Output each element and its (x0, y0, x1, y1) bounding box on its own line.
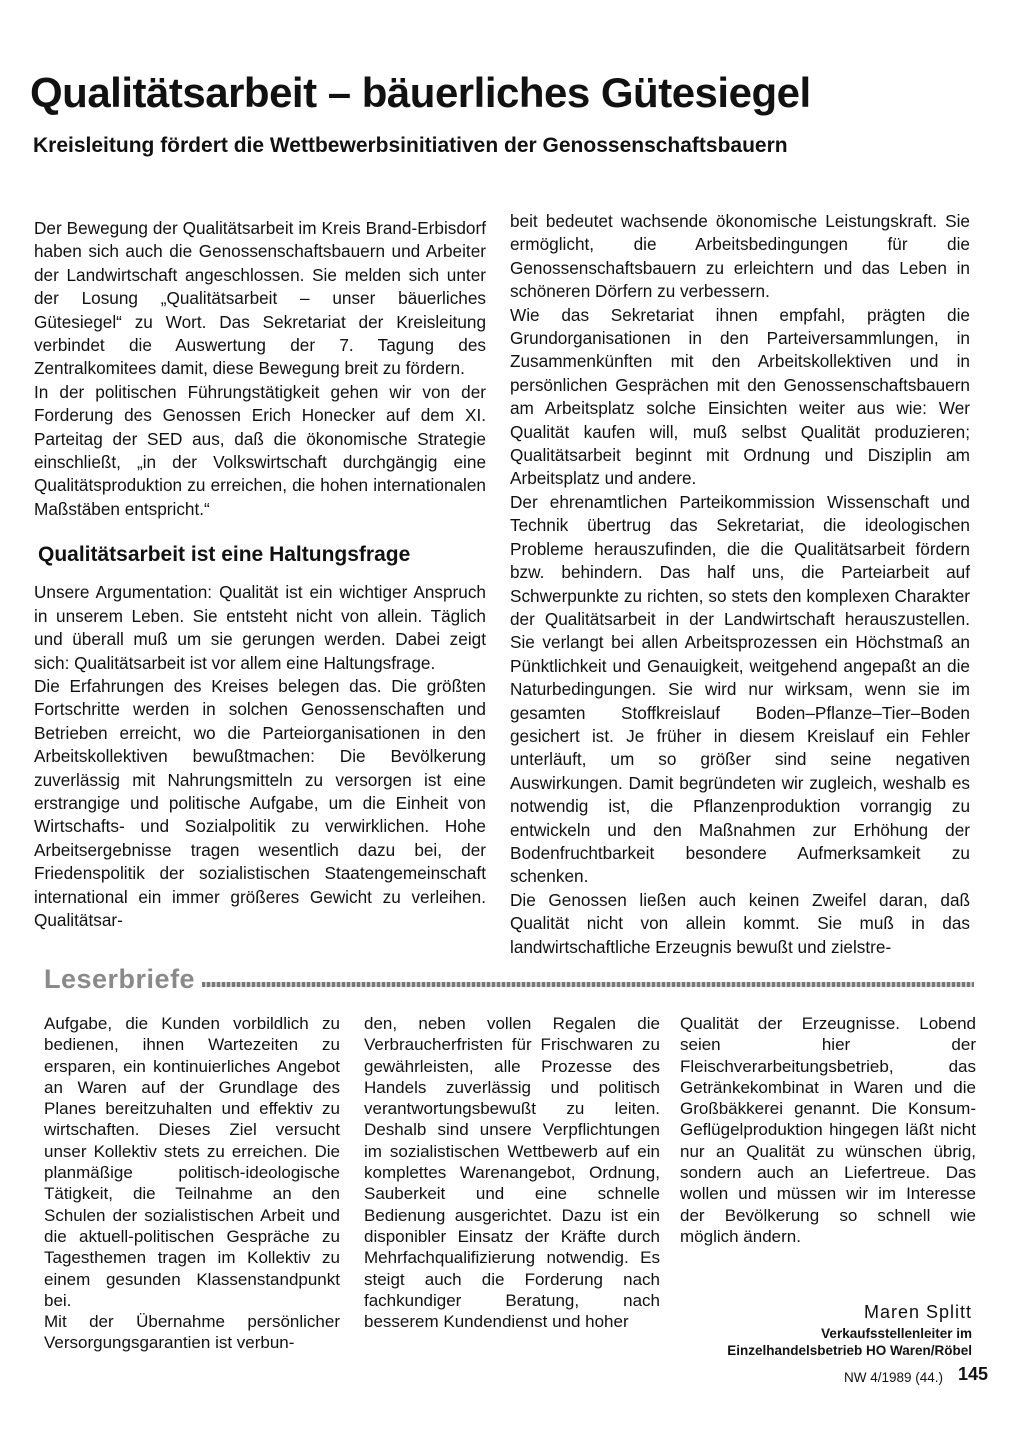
article-paragraph: Die Genossen ließen auch keinen Zweifel daran, daß Qualität nicht von allein kommt. Sie muß in das landwirtschaftliche Erzeugnis bewußt und zielstre- (510, 889, 970, 957)
article-column-2 (510, 210, 970, 959)
article-column-1 (34, 217, 486, 932)
article-paragraph: Der ehrenamtlichen Parteikommission Wissenschaft und Technik übertrug das Sekretariat, die ideologischen Probleme herauszufinden, die die Qualitätsarbeit fördern bzw. behindern. Das half uns, die Parteiarbeit auf Schwerpunkte zu richten, so stets den komplexen Charakter der Qualitätsarbeit in der Landwirtschaft herauszustellen. Sie verlangt bei allen Arbeitsprozessen ein Höchstmaß an Pünktlichkeit und Genauigkeit, weitgehend angepaßt an die Naturbedingungen. Sie wird nur wirksam, wenn sie im gesamten Stoffkreislauf Boden–Pflanze–Tier–Boden gesichert ist. Je früher in diesem Kreislauf ein Fehler unterläuft, um so größer sind seine negativen Auswirkungen. Damit begründeten wir zugleich, weshalb es notwendig ist, die Pflanzenproduktion vorrangig zu entwickeln und den Maßnahmen zur Erhöhung der Bodenfruchtbarkeit besondere Aufmerksamkeit zu schenken. (510, 491, 970, 887)
signature-role-line-1: Verkaufsstellenleiter im (821, 1326, 972, 1341)
issue-reference: NW 4/1989 (44.) (844, 1370, 944, 1385)
letter-paragraph: den, neben vollen Regalen die Verbraucherfristen für Frischwaren zu gewährleisten, alle Prozesse des Handels zuverlässig und politisch verantwortungsbewußt zu leiten. Deshalb sind unsere Verpflichtungen im sozialistischen Wettbewerb auf ein komplettes Warenangebot, Ordnung, Sauberkeit und eine schnelle Bedienung ausgerichtet. Dazu ist ein disponibler Einsatz der Kräfte durch Mehrfachqualifizierung notwendig. Es steigt auch die Forderung nach fachkundiger Beratung, nach besserem Kundendienst und hoher (364, 1014, 660, 1332)
article-paragraph: Der Bewegung der Qualitätsarbeit im Kreis Brand-Erbisdorf haben sich auch die Genossenschaftsbauern und Arbeiter der Landwirtschaft angeschlossen. Sie melden sich unter der Losung „Qualitätsarbeit – unser bäuerliches Gütesiegel“ zu Wort. Das Sekretariat der Kreisleitung verbindet die Auswertung der 7. Tagung des Zentralkomitees damit, diese Bewegung breit zu fördern. (34, 218, 486, 379)
signature-role-line-2: Einzelhandelsbetrieb HO Waren/Röbel (727, 1343, 972, 1358)
letters-column-1 (44, 1013, 340, 1354)
letters-column-2 (364, 1013, 660, 1332)
letters-divider-rule (202, 982, 974, 987)
page-number: 145 (958, 1364, 989, 1384)
letters-header (44, 962, 974, 1002)
article-paragraph: Wie das Sekretariat ihnen empfahl, prägten die Grundorganisationen in den Parteiversammlungen, in Zusammenkünften mit den Arbeitskollektiven und in persönlichen Gesprächen mit den Genossenschaftsbauern am Arbeitsplatz solche Einsichten weiter aus wie: Wer Qualität kaufen will, muß selbst Qualität produzieren; Qualitätsarbeit beginnt mit Ordnung und Disziplin am Arbeitsplatz und andere. (510, 304, 970, 489)
article-title: Qualitätsarbeit – bäuerliches Gütesiegel (30, 69, 811, 116)
article-subtitle: Kreisleitung fördert die Wettbewerbsinitiativen der Genossenschaftsbauern (33, 134, 788, 157)
article-paragraph: Unsere Argumentation: Qualität ist ein wichtiger Anspruch in unserem Leben. Sie entsteht nicht von allein. Täglich und überall muß um sie gerungen werden. Dabei zeigt sich: Qualitätsarbeit ist vor allem eine Haltungsfrage. (34, 582, 486, 673)
article-paragraph: In der politischen Führungstätigkeit gehen wir von der Forderung des Genossen Erich Honecker auf dem XI. Parteitag der SED aus, daß die ökonomische Strategie einschließt, „in der Volkswirtschaft durchgängig eine Qualitätsproduktion zu erreichen, die hohen internationalen Maßstäben entspricht.“ (34, 381, 486, 519)
letter-paragraph: Aufgabe, die Kunden vorbildlich zu bedienen, ihnen Wartezeiten zu ersparen, ein kontinuierliches Angebot an Waren auf der Grundlage des Planes bereitzuhalten und effektiv zu wirtschaften. Dieses Ziel versucht unser Kollektiv stets zu erreichen. Die planmäßige politisch-ideologische Tätigkeit, die Teilnahme an den Schulen der sozialistischen Arbeit und die aktuell-politischen Gespräche zu Tagesthemen tragen im Kollektiv zu einem gesunden Klassenstandpunkt bei. (44, 1014, 340, 1310)
letter-paragraph: Mit der Übernahme persönlicher Versorgungsgarantien ist verbun- (44, 1312, 340, 1353)
letter-paragraph: Qualität der Erzeugnisse. Lobend seien hier der Fleischverarbeitungsbetrieb, das Getränkekombinat in Waren und die Großbäkkerei genannt. Die Konsum-Geflügelproduktion hingegen läßt nicht nur an Qualität zu wünschen übrig, sondern auch an Liefertreue. Das wollen und müssen wir im Interesse der Bevölkerung so schnell wie möglich ändern. (680, 1014, 976, 1246)
letters-column-3 (680, 1013, 976, 1247)
section-heading: Qualitätsarbeit ist eine Haltungsfrage (38, 543, 411, 567)
signature-name: Maren Splitt (863, 1302, 972, 1322)
article-paragraph: Die Erfahrungen des Kreises belegen das. Die größten Fortschritte werden in solchen Genossenschaften und Betrieben erreicht, wo die Parteiorganisationen in den Arbeitskollektiven bewußtmachen: Die Bevölkerung zuverlässig mit Nahrungsmitteln zu versorgen ist eine erstrangige und politische Aufgabe, um die Einheit von Wirtschafts- und Sozialpolitik zu verwirklichen. Hohe Arbeitsergebnisse tragen wesentlich dazu bei, der Friedenspolitik der sozialistischen Staatengemeinschaft international ein immer größeres Gewicht zu verleihen. Qualitätsar- (34, 675, 486, 930)
article-paragraph: beit bedeutet wachsende ökonomische Leistungskraft. Sie ermöglicht, die Arbeitsbedingungen für die Genossenschaftsbauern zu erleichtern und das Leben in schöneren Dörfern zu verbessern. (510, 211, 970, 302)
letters-heading: Leserbriefe (44, 964, 196, 994)
